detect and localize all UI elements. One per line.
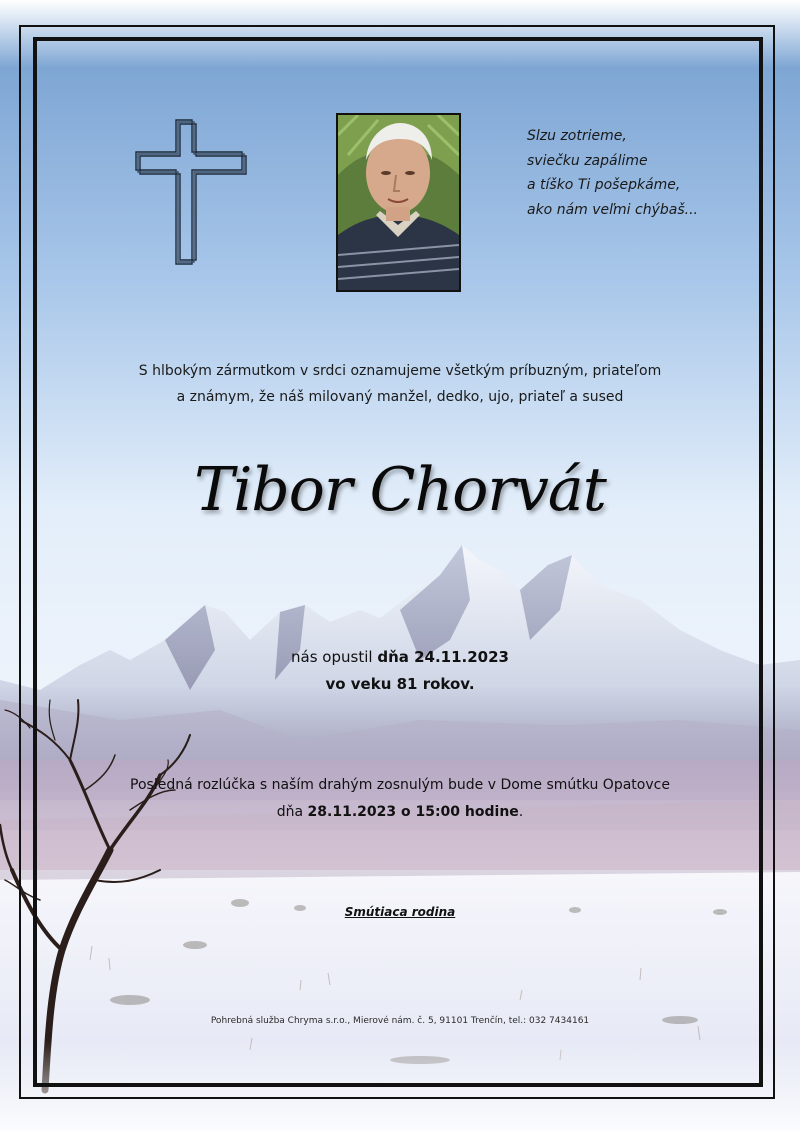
announcement-line-1: S hlbokým zármutkom v srdci oznamujeme všetkým príbuzným, priateľom (138, 363, 662, 379)
deceased-name: Tibor Chorvát (194, 455, 606, 525)
poem-line: Slzu zotrieme, (527, 128, 627, 144)
announcement-line-2: a známym, že náš milovaný manžel, dedko, ujo, priateľ a sused (176, 389, 624, 405)
death-age: vo veku 81 rokov. (325, 675, 475, 693)
farewell-prefix: dňa (276, 804, 304, 820)
cross-icon (134, 118, 248, 266)
funeral-service-footer: Pohrebná služba Chryma s.r.o., Mierové nám. č. 5, 91101 Trenčín, tel.: 032 7434161 (210, 1016, 590, 1026)
poem-line: a tíško Ti pošepkáme, (527, 177, 681, 193)
poem-line: ako nám veľmi chýbaš... (527, 201, 698, 218)
poem-line: sviečku zapálime (527, 152, 648, 169)
death-info (200, 644, 600, 698)
farewell-line-1: Posledná rozlúčka s naším drahým zosnulým bude v Dome smútku Opatovce (130, 777, 670, 793)
death-prefix: nás opustil (291, 648, 373, 666)
farewell-datetime: 28.11.2023 o 15:00 hodine (307, 804, 519, 820)
poem (527, 124, 767, 222)
family-signature: Smútiaca rodina (344, 905, 456, 919)
farewell-info (70, 772, 730, 826)
farewell-suffix: . (518, 804, 524, 820)
death-date: dňa 24.11.2023 (377, 648, 509, 666)
announcement (60, 358, 740, 410)
portrait-photo (336, 113, 461, 292)
